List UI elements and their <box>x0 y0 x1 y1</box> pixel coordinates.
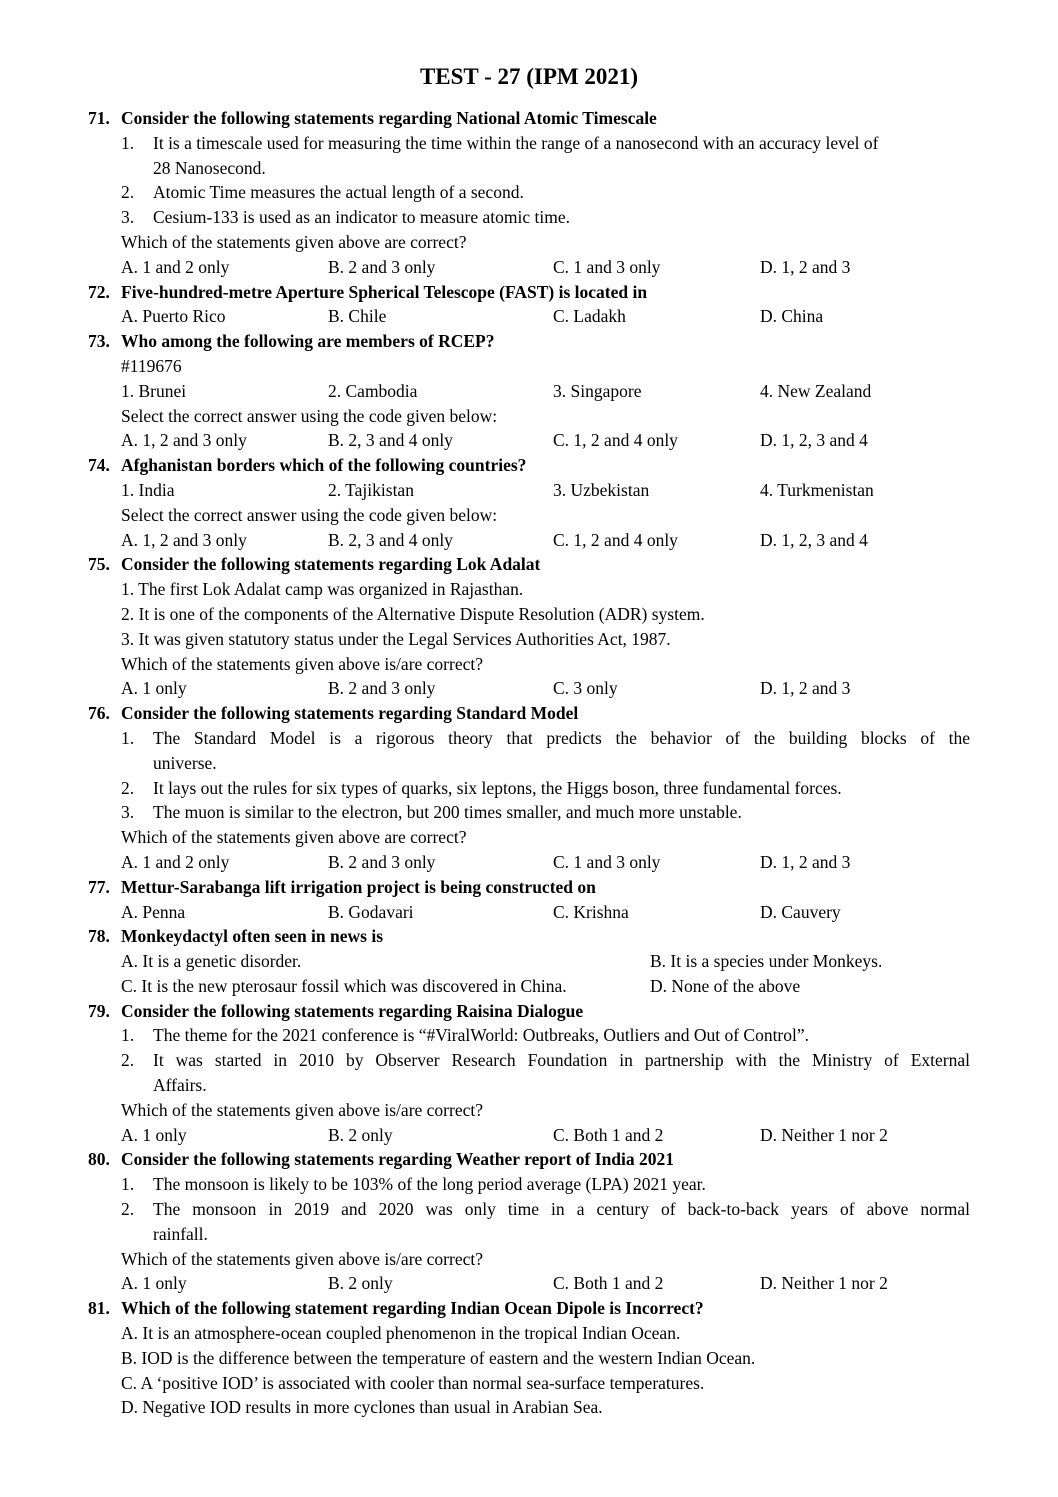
list-item: 2. Cambodia <box>328 380 418 401</box>
statement-1: 1. The first Lok Adalat camp was organized in Rajasthan. <box>121 579 524 600</box>
question-number: 74. <box>88 455 110 476</box>
option-b[interactable]: B. 2 and 3 only <box>328 256 436 277</box>
item-list <box>88 478 970 503</box>
option-d[interactable]: D. None of the above <box>650 975 801 996</box>
option-b[interactable]: B. It is a species under Monkeys. <box>650 951 883 972</box>
answer-options <box>88 974 970 999</box>
option-c[interactable]: C. 1 and 3 only <box>553 256 661 277</box>
question-prompt: Which of the statements given above is/are correct? <box>121 1248 483 1269</box>
option-a[interactable]: A. It is a genetic disorder. <box>121 951 302 972</box>
question-prompt: Which of the statements given above are correct? <box>121 231 467 252</box>
option-a[interactable]: A. It is an atmosphere-ocean coupled phenomenon in the tropical Indian Ocean. <box>121 1323 681 1344</box>
item-list <box>88 379 970 404</box>
answer-options <box>88 255 970 280</box>
question-78 <box>88 924 970 949</box>
question-text: Afghanistan borders which of the following countries? <box>121 455 527 476</box>
option-b[interactable]: B. 2 and 3 only <box>328 678 436 699</box>
option-b[interactable]: B. Godavari <box>328 901 414 922</box>
option-d[interactable]: D. Negative IOD results in more cyclones than usual in Arabian Sea. <box>121 1397 603 1418</box>
question-text: Consider the following statements regarding Raisina Dialogue <box>121 1000 584 1021</box>
statement-2-continued: Affairs. <box>153 1075 207 1096</box>
option-d[interactable]: D. 1, 2 and 3 <box>760 851 851 872</box>
answer-options <box>88 528 970 553</box>
question-list <box>88 106 970 1420</box>
option-b[interactable]: B. Chile <box>328 306 387 327</box>
answer-options <box>88 949 970 974</box>
option-a[interactable]: A. 1, 2 and 3 only <box>121 529 247 550</box>
option-d[interactable]: D. 1, 2, 3 and 4 <box>760 430 868 451</box>
option-c[interactable]: C. Both 1 and 2 <box>553 1273 664 1294</box>
option-c[interactable]: C. It is the new pterosaur fossil which was discovered in China. <box>121 975 567 996</box>
question-text: Consider the following statements regarding Standard Model <box>121 703 579 724</box>
question-text: Mettur-Sarabanga lift irrigation project is being constructed on <box>121 876 596 897</box>
question-74 <box>88 453 970 478</box>
page-title: TEST - 27 (IPM 2021) <box>419 64 639 89</box>
statement-2-continued: rainfall. <box>153 1223 208 1244</box>
option-d[interactable]: D. 1, 2 and 3 <box>760 256 851 277</box>
option-a[interactable]: A. 1 only <box>121 1273 187 1294</box>
statement-2: 2. It is one of the components of the Alternative Dispute Resolution (ADR) system. <box>121 603 705 624</box>
statement-1: 1. The theme for the 2021 conference is “#ViralWorld: Outbreaks, Outliers and Out of Control”. <box>121 1025 810 1046</box>
question-text: Five-hundred-metre Aperture Spherical Telescope (FAST) is located in <box>121 281 648 302</box>
option-d[interactable]: D. China <box>760 306 824 327</box>
option-a[interactable]: A. 1 only <box>121 1124 187 1145</box>
question-75 <box>88 552 970 577</box>
question-text: Monkeydactyl often seen in news is <box>121 926 384 947</box>
option-b[interactable]: B. 2 only <box>328 1124 393 1145</box>
question-79 <box>88 999 970 1024</box>
option-a[interactable]: A. Puerto Rico <box>121 306 226 327</box>
statement-3: 3. It was given statutory status under the Legal Services Authorities Act, 1987. <box>121 628 671 649</box>
option-c[interactable]: C. 1 and 3 only <box>553 851 661 872</box>
option-a[interactable]: A. 1 and 2 only <box>121 256 230 277</box>
option-b[interactable]: B. 2 and 3 only <box>328 851 436 872</box>
question-80 <box>88 1147 970 1172</box>
option-a[interactable]: A. 1, 2 and 3 only <box>121 430 247 451</box>
list-item: 4. New Zealand <box>760 380 872 401</box>
list-item: 4. Turkmenistan <box>760 479 874 500</box>
statement-1: 1. The Standard Model is a rigorous theory that predicts the behavior of the building blocks of the <box>121 727 970 748</box>
question-prompt: Which of the statements given above is/are correct? <box>121 653 483 674</box>
option-d[interactable]: D. Neither 1 nor 2 <box>760 1124 888 1145</box>
question-text: Consider the following statements regarding Lok Adalat <box>121 554 541 575</box>
question-72 <box>88 280 970 305</box>
statement-2: 2. Atomic Time measures the actual length of a second. <box>121 182 524 203</box>
question-number: 77. <box>88 876 110 897</box>
question-text: Who among the following are members of RCEP? <box>121 331 495 352</box>
answer-options <box>88 428 970 453</box>
question-prompt: Which of the statements given above are correct? <box>121 827 467 848</box>
option-c[interactable]: C. 1, 2 and 4 only <box>553 529 678 550</box>
option-a[interactable]: A. Penna <box>121 901 186 922</box>
answer-options <box>88 1271 970 1296</box>
option-c[interactable]: C. Ladakh <box>553 306 626 327</box>
option-c[interactable]: C. Both 1 and 2 <box>553 1124 664 1145</box>
question-76 <box>88 701 970 726</box>
question-text: Which of the following statement regarding Indian Ocean Dipole is Incorrect? <box>121 1298 704 1319</box>
statement-1: 1. The monsoon is likely to be 103% of the long period average (LPA) 2021 year. <box>121 1174 706 1195</box>
option-d[interactable]: D. 1, 2, 3 and 4 <box>760 529 868 550</box>
question-number: 71. <box>88 108 110 128</box>
statement-2: 2. It was started in 2010 by Observer Research Foundation in partnership with the Ministry of External <box>121 1050 970 1071</box>
question-number: 80. <box>88 1149 110 1170</box>
list-item: 1. India <box>121 479 175 500</box>
question-number: 76. <box>88 703 110 724</box>
option-c[interactable]: C. 1, 2 and 4 only <box>553 430 678 451</box>
question-81 <box>88 1296 970 1321</box>
option-b[interactable]: B. IOD is the difference between the temperature of eastern and the western Indian Ocean. <box>121 1347 756 1368</box>
list-item: 1. Brunei <box>121 380 187 401</box>
question-text: Consider the following statements regarding National Atomic Timescale <box>121 108 657 128</box>
option-c[interactable]: C. A ‘positive IOD’ is associated with cooler than normal sea-surface temperatures. <box>121 1372 705 1393</box>
question-number: 79. <box>88 1000 110 1021</box>
list-item: 3. Singapore <box>553 380 642 401</box>
statement-1: 1. It is a timescale used for measuring the time within the range of a nanosecond with an accuracy level of <box>121 132 879 153</box>
option-a[interactable]: A. 1 and 2 only <box>121 851 230 872</box>
option-d[interactable]: D. 1, 2 and 3 <box>760 678 851 699</box>
option-b[interactable]: B. 2 only <box>328 1273 393 1294</box>
answer-options <box>88 850 970 875</box>
statement-3: 3. The muon is similar to the electron, but 200 times smaller, and much more unstable. <box>121 802 742 823</box>
question-code: #119676 <box>121 355 182 376</box>
option-b[interactable]: B. 2, 3 and 4 only <box>328 529 453 550</box>
question-73 <box>88 329 970 354</box>
list-item: 3. Uzbekistan <box>553 479 650 500</box>
question-number: 81. <box>88 1298 110 1319</box>
question-number: 75. <box>88 554 110 575</box>
option-c[interactable]: C. 3 only <box>553 678 618 699</box>
option-a[interactable]: A. 1 only <box>121 678 187 699</box>
answer-options <box>88 676 970 701</box>
statement-2: 2. The monsoon in 2019 and 2020 was only time in a century of back-to-back years of above normal <box>121 1199 970 1220</box>
question-text: Consider the following statements regarding Weather report of India 2021 <box>121 1149 675 1170</box>
question-prompt: Select the correct answer using the code given below: <box>121 405 498 426</box>
answer-options <box>88 1123 970 1148</box>
question-prompt: Which of the statements given above is/are correct? <box>121 1099 483 1120</box>
statement-3: 3. Cesium-133 is used as an indicator to measure atomic time. <box>121 207 570 228</box>
question-number: 78. <box>88 926 110 947</box>
option-b[interactable]: B. 2, 3 and 4 only <box>328 430 453 451</box>
option-d[interactable]: D. Cauvery <box>760 901 841 922</box>
statement-1-continued: 28 Nanosecond. <box>153 157 266 178</box>
question-number: 72. <box>88 281 110 302</box>
list-item: 2. Tajikistan <box>328 479 414 500</box>
question-77 <box>88 875 970 900</box>
question-number: 73. <box>88 331 110 352</box>
question-71 <box>88 106 970 131</box>
option-c[interactable]: C. Krishna <box>553 901 629 922</box>
question-prompt: Select the correct answer using the code given below: <box>121 504 498 525</box>
answer-options <box>88 900 970 925</box>
option-d[interactable]: D. Neither 1 nor 2 <box>760 1273 888 1294</box>
statement-1-continued: universe. <box>153 752 217 773</box>
statement-2: 2. It lays out the rules for six types of quarks, six leptons, the Higgs boson, three fundamental forces. <box>121 777 842 798</box>
answer-options <box>88 304 970 329</box>
